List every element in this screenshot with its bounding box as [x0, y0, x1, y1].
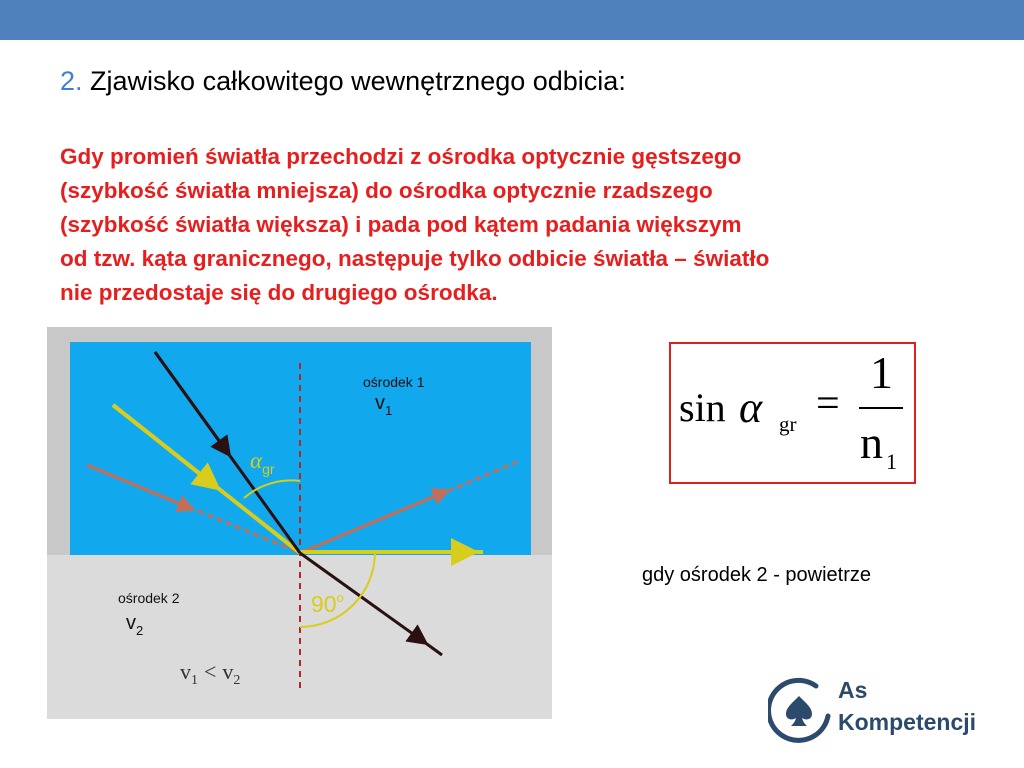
alpha-symbol: α: [250, 448, 263, 473]
definition-paragraph: [60, 140, 970, 310]
v1-subscript: 1: [385, 403, 393, 418]
ineq-v2-sub: 2: [233, 673, 241, 688]
formula-sin: sin: [679, 385, 726, 430]
formula-denominator-subscript: 1: [886, 449, 897, 474]
paragraph-line: Gdy promień światła przechodzi z ośrodka optycznie gęstszego: [60, 144, 742, 169]
critical-angle-formula: [669, 342, 916, 484]
formula-denominator: n: [860, 417, 883, 468]
slide-heading: [60, 66, 626, 97]
medium-1-label: ośrodek 1: [363, 374, 425, 390]
paragraph-line: nie przedostaje się do drugiego ośrodka.: [60, 280, 498, 305]
ineq-v1-sub: 1: [191, 673, 198, 688]
medium-2-label: ośrodek 2: [118, 590, 180, 606]
medium-1-region: [70, 342, 531, 555]
formula-numerator: 1: [870, 347, 893, 398]
medium-2-region: [47, 555, 552, 719]
degree-symbol: o: [336, 590, 344, 605]
paragraph-line: (szybkość światła większa) i pada pod kątem padania większym: [60, 212, 742, 237]
fraction-bar: [859, 407, 903, 409]
formula-alpha: α: [739, 383, 763, 432]
v2-subscript: 2: [136, 623, 144, 638]
ineq-v1: v: [180, 659, 191, 684]
heading-number: 2.: [60, 66, 83, 96]
angle-value: 90: [311, 591, 337, 617]
heading-text: Zjawisko całkowitego wewnętrznego odbicia:: [90, 66, 626, 96]
top-bar: [0, 0, 1024, 40]
velocity-inequality: [180, 659, 240, 688]
logo-text-as: As: [838, 677, 868, 703]
ineq-v2: v: [222, 659, 234, 684]
logo-text-kompetencji: Kompetencji: [838, 709, 977, 735]
formula-subscript: gr: [779, 412, 797, 436]
ineq-lt: <: [204, 659, 217, 684]
refraction-diagram: [47, 327, 552, 719]
paragraph-line: (szybkość światła mniejsza) do ośrodka optycznie rzadszego: [60, 178, 713, 203]
formula-equals: =: [816, 381, 840, 427]
paragraph-line: od tzw. kąta granicznego, następuje tylko odbicie światła – światło: [60, 246, 770, 271]
alpha-subscript: gr: [262, 461, 275, 477]
spade-icon: [786, 696, 812, 726]
v1-letter: v: [375, 392, 385, 414]
medium-2-caption: gdy ośrodek 2 - powietrze: [642, 564, 872, 586]
v2-letter: v: [126, 612, 136, 634]
